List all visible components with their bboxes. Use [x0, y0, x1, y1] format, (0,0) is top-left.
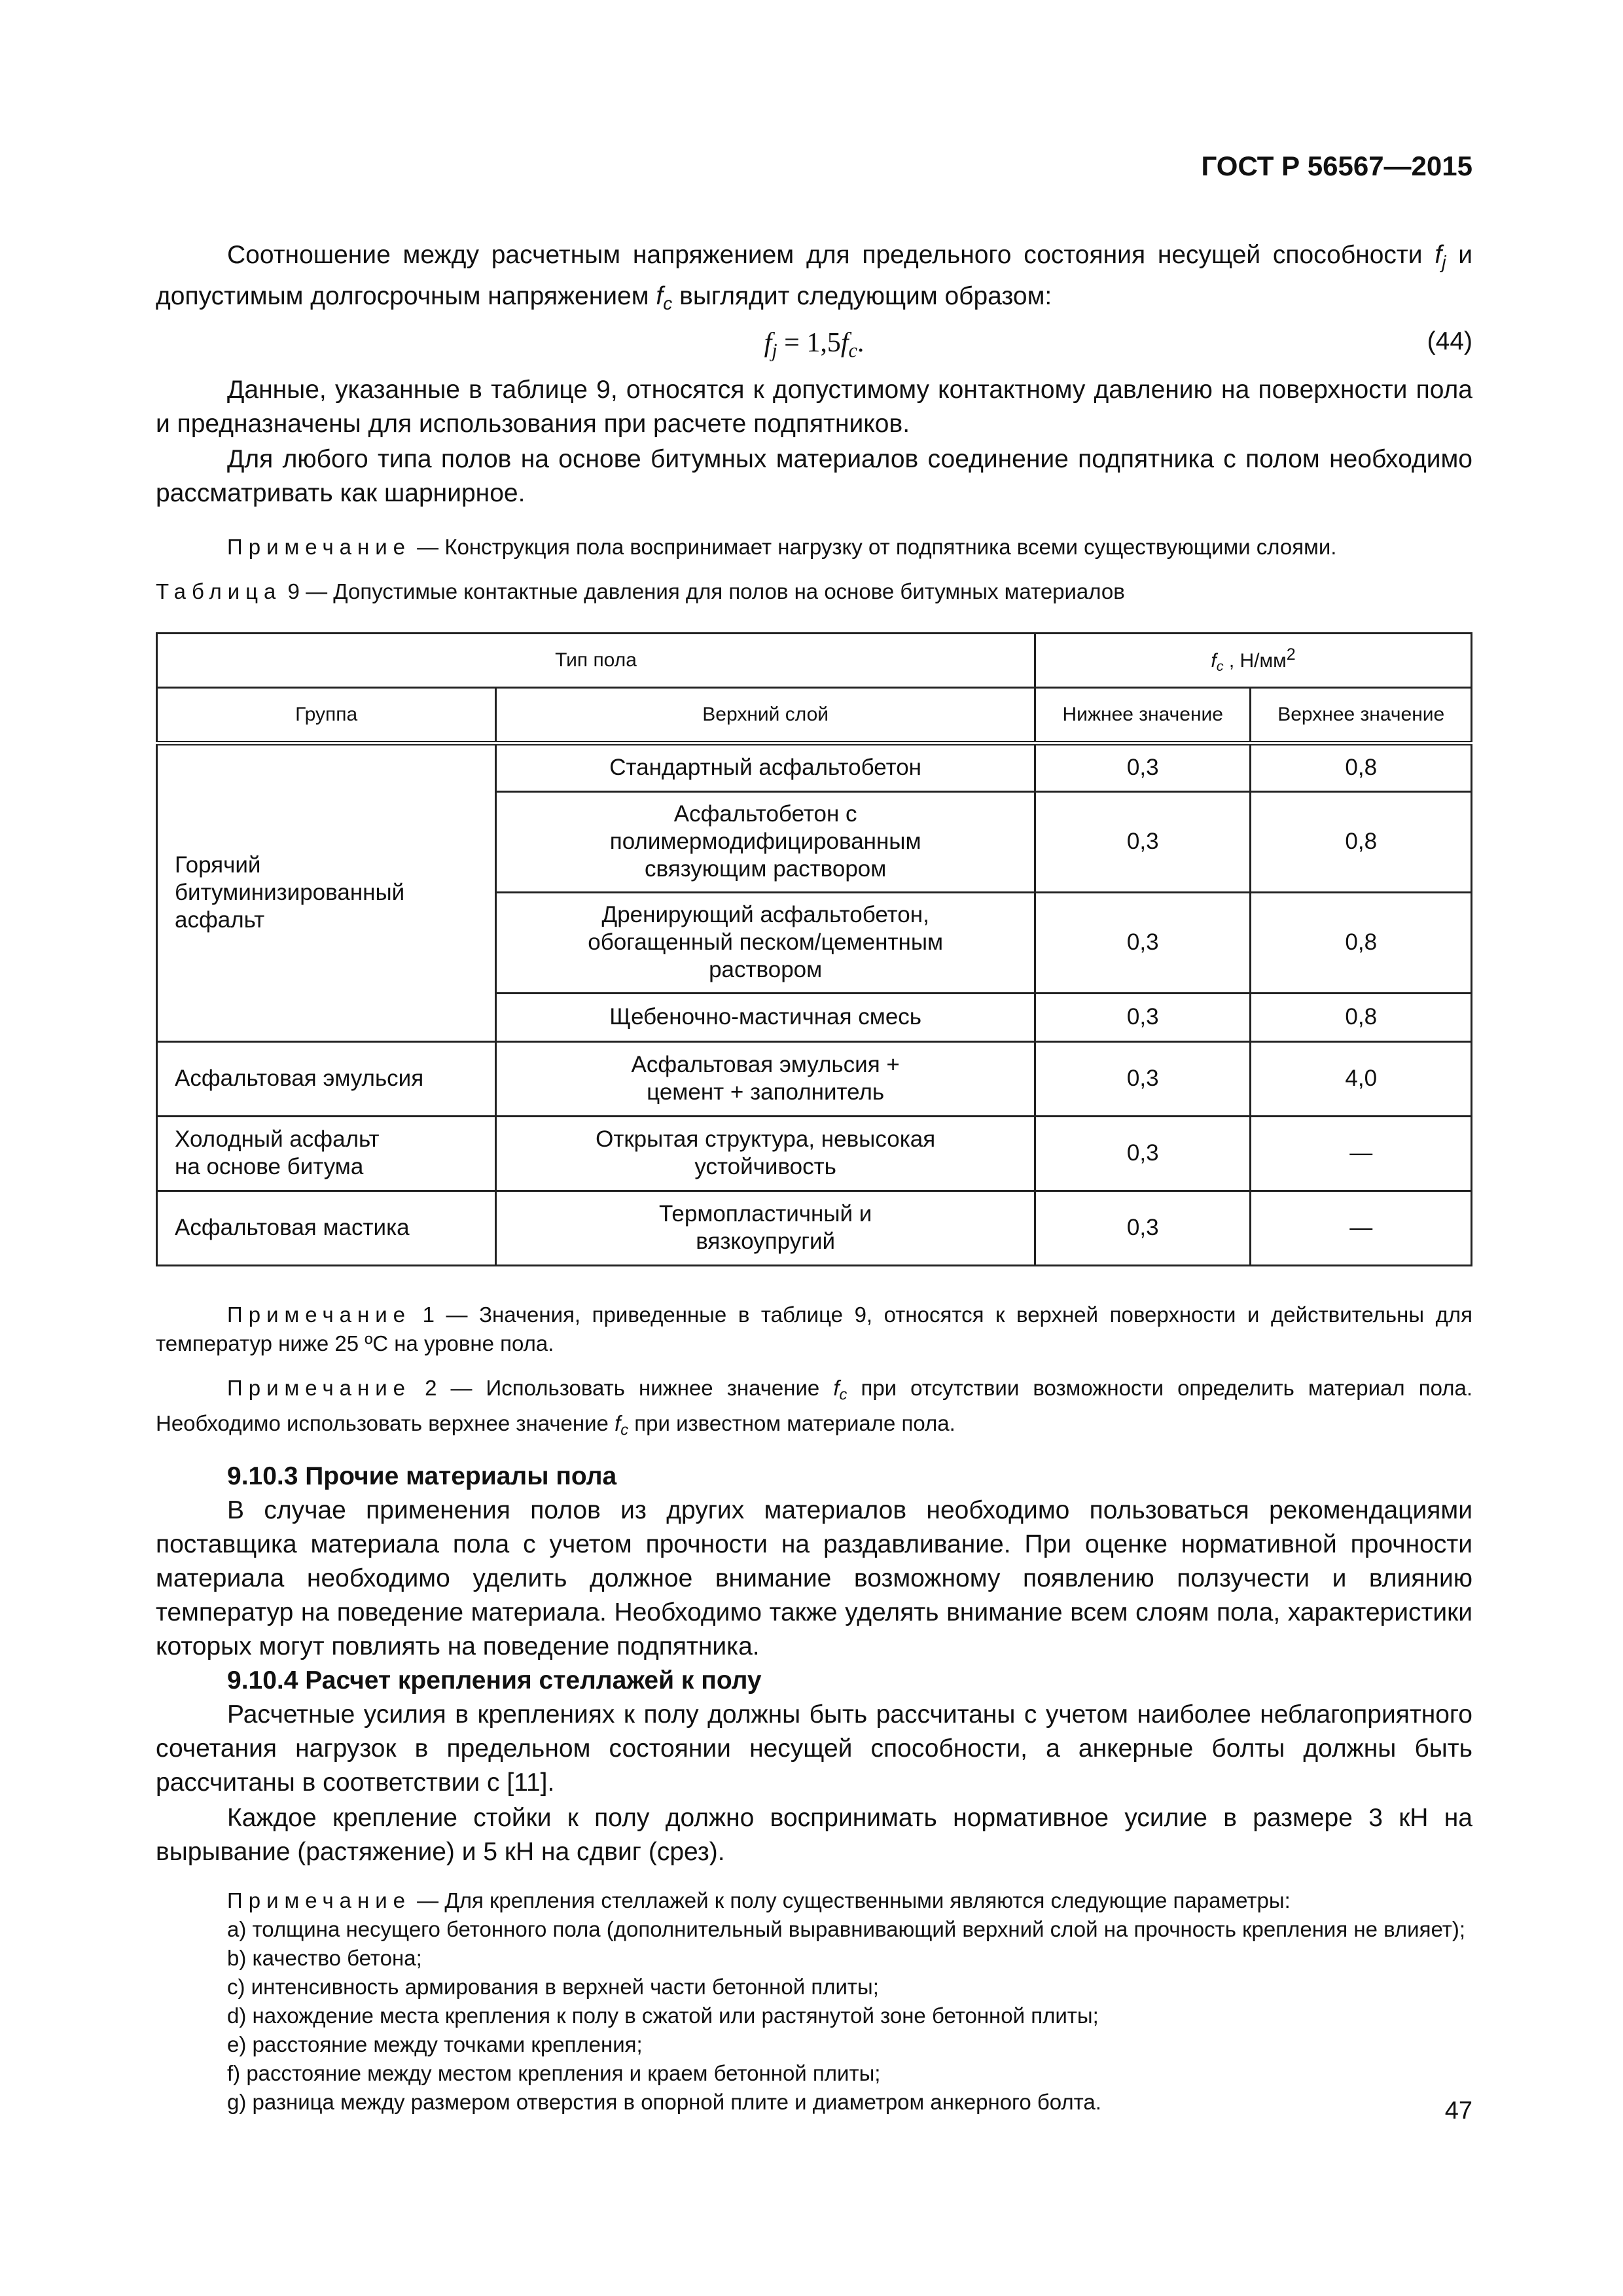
- header-fc: $f_c$ , $Н/мм^2$: [1035, 633, 1472, 687]
- table-notes: [156, 1300, 1472, 1445]
- intro-paragraph-2: Данные, указанные в таблице 9, относятся к допустимому контактному давлению на поверхности пола и предназначены для использования при расчете подпятников.: [156, 375, 1472, 438]
- section-9-10-4-paragraph-1: Расчетные усилия в креплениях к полу должны быть рассчитаны с учетом наиболее неблагоприятного сочетания нагрузок в предельном состоянии несущей способности, а анкерные болты должны быть рассчитаны в соответствии с [11].: [156, 1700, 1472, 1797]
- list-item: f) расстояние между местом крепления и краем бетонной плиты;: [227, 2061, 881, 2085]
- header-floor-type: Тип пола: [157, 633, 1035, 687]
- low-value-cell: 0,3: [1035, 791, 1251, 892]
- low-value-cell: 0,3: [1035, 892, 1251, 993]
- group-cell: Асфальтовая мастика: [157, 1191, 496, 1265]
- top-layer-cell: Термопластичный и вязкоупругий: [496, 1191, 1035, 1265]
- high-value-cell: 4,0: [1251, 1041, 1472, 1116]
- header-high-value: Верхнее значение: [1251, 687, 1472, 743]
- standard-designation: ГОСТ Р 56567—2015: [1201, 151, 1472, 181]
- high-value-cell: 0,8: [1251, 892, 1472, 993]
- top-layer-cell: Стандартный асфальтобетон: [496, 743, 1035, 791]
- table-note-2: Примечание 2 — Использовать нижнее значение $f_c$ при отсутствии возможности определить материал пола. Необходимо использовать верхнее значение $f_c$ при известном материале пола.: [156, 1375, 1472, 1439]
- top-layer-cell: Щебеночно-мастичная смесь: [496, 993, 1035, 1041]
- table-row: [157, 1116, 1472, 1191]
- section-9-10-3-text: В случае применения полов из других материалов необходимо пользоваться рекомендациями поставщика материала пола с учетом прочности на раздавливание. При оценке нормативной прочности материала необходимо уделить должное внимание возможному появлению ползучести и влиянию температур на поведение материала. Необходимо также уделять внимание всем слоям пола, характеристики которых могут повлиять на поведение подпятника.: [156, 1496, 1472, 1660]
- list-item: d) нахождение места крепления к полу в сжатой или растянутой зоне бетонной плиты;: [227, 2003, 1099, 2028]
- group-cell: Холодный асфальт на основе битума: [157, 1116, 496, 1191]
- list-item: g) разница между размером отверстия в опорной плите и диаметром анкерного болта.: [227, 2090, 1101, 2114]
- intro-paragraph-3: Для любого типа полов на основе битумных материалов соединение подпятника с полом необходимо рассматривать как шарнирное.: [156, 444, 1472, 507]
- group-cell: Асфальтовая эмульсия: [157, 1041, 496, 1116]
- section-heading-9-10-3: 9.10.3 Прочие материалы пола: [227, 1462, 617, 1490]
- list-item: e) расстояние между точками крепления;: [227, 2032, 643, 2056]
- note-top: Примечание — Конструкция пола воспринимает нагрузку от подпятника всеми существующими слоями.: [227, 534, 1337, 559]
- intro-paragraph-1: Соотношение между расчетным напряжением для предельного состояния несущей способности $f_j$ и допустимым долгосрочным напряжением $f_c$ выглядит следующим образом:: [156, 241, 1473, 314]
- formula-44: $f_j = 1,5f_c$.: [764, 327, 865, 362]
- low-value-cell: 0,3: [1035, 743, 1251, 791]
- low-value-cell: 0,3: [1035, 1041, 1251, 1116]
- anchor-parameters-note: [156, 1886, 1472, 2117]
- list-item: c) интенсивность армирования в верхней части бетонной плиты;: [227, 1975, 879, 1999]
- table-row: [157, 743, 1472, 791]
- table-note-1: Примечание 1 — Значения, приведенные в таблице 9, относятся к верхней поверхности и действительны для температур ниже 25 ºС на уровне пола.: [156, 1302, 1472, 1355]
- high-value-cell: 0,8: [1251, 791, 1472, 892]
- low-value-cell: 0,3: [1035, 1191, 1251, 1265]
- table-row: [157, 1191, 1472, 1265]
- low-value-cell: 0,3: [1035, 1116, 1251, 1191]
- top-layer-cell: Асфальтовая эмульсия + цемент + заполнитель: [496, 1041, 1035, 1116]
- top-layer-cell: Открытая структура, невысокая устойчивость: [496, 1116, 1035, 1191]
- header-top-layer: Верхний слой: [496, 687, 1035, 743]
- contact-pressure-table: [156, 632, 1472, 1266]
- page-number: 47: [1444, 2097, 1472, 2125]
- section-heading-9-10-4: 9.10.4 Расчет крепления стеллажей к полу: [227, 1666, 762, 1695]
- list-item: b) качество бетона;: [227, 1946, 422, 1970]
- high-value-cell: —: [1251, 1191, 1472, 1265]
- high-value-cell: —: [1251, 1116, 1472, 1191]
- section-9-10-4-paragraph-2: Каждое крепление стойки к полу должно воспринимать нормативное усилие в размере 3 кН на вырывание (растяжение) и 5 кН на сдвиг (срез).: [156, 1804, 1472, 1866]
- table-header-row-1: [157, 633, 1472, 687]
- table-caption: Таблица 9 — Допустимые контактные давления для полов на основе битумных материалов: [156, 579, 1125, 603]
- list-item: a) толщина несущего бетонного пола (дополнительный выравнивающий верхний слой на прочность крепления не влияет);: [227, 1917, 1466, 1941]
- table-header-row-2: [157, 687, 1472, 743]
- top-layer-cell: Асфальтобетон с полимермодифицированным связующим раствором: [496, 791, 1035, 892]
- high-value-cell: 0,8: [1251, 743, 1472, 791]
- anchor-note-heading: Примечание — Для крепления стеллажей к полу существенными являются следующие параметры:: [227, 1888, 1291, 1912]
- low-value-cell: 0,3: [1035, 993, 1251, 1041]
- high-value-cell: 0,8: [1251, 993, 1472, 1041]
- group-cell: Горячий битуминизированный асфальт: [157, 743, 496, 1041]
- formula-number: (44): [1427, 327, 1472, 355]
- formula-row: [156, 327, 1472, 373]
- header-group: Группа: [157, 687, 496, 743]
- table-row: [157, 1041, 1472, 1116]
- top-layer-cell: Дренирующий асфальтобетон, обогащенный песком/цементным раствором: [496, 892, 1035, 993]
- header-low-value: Нижнее значение: [1035, 687, 1251, 743]
